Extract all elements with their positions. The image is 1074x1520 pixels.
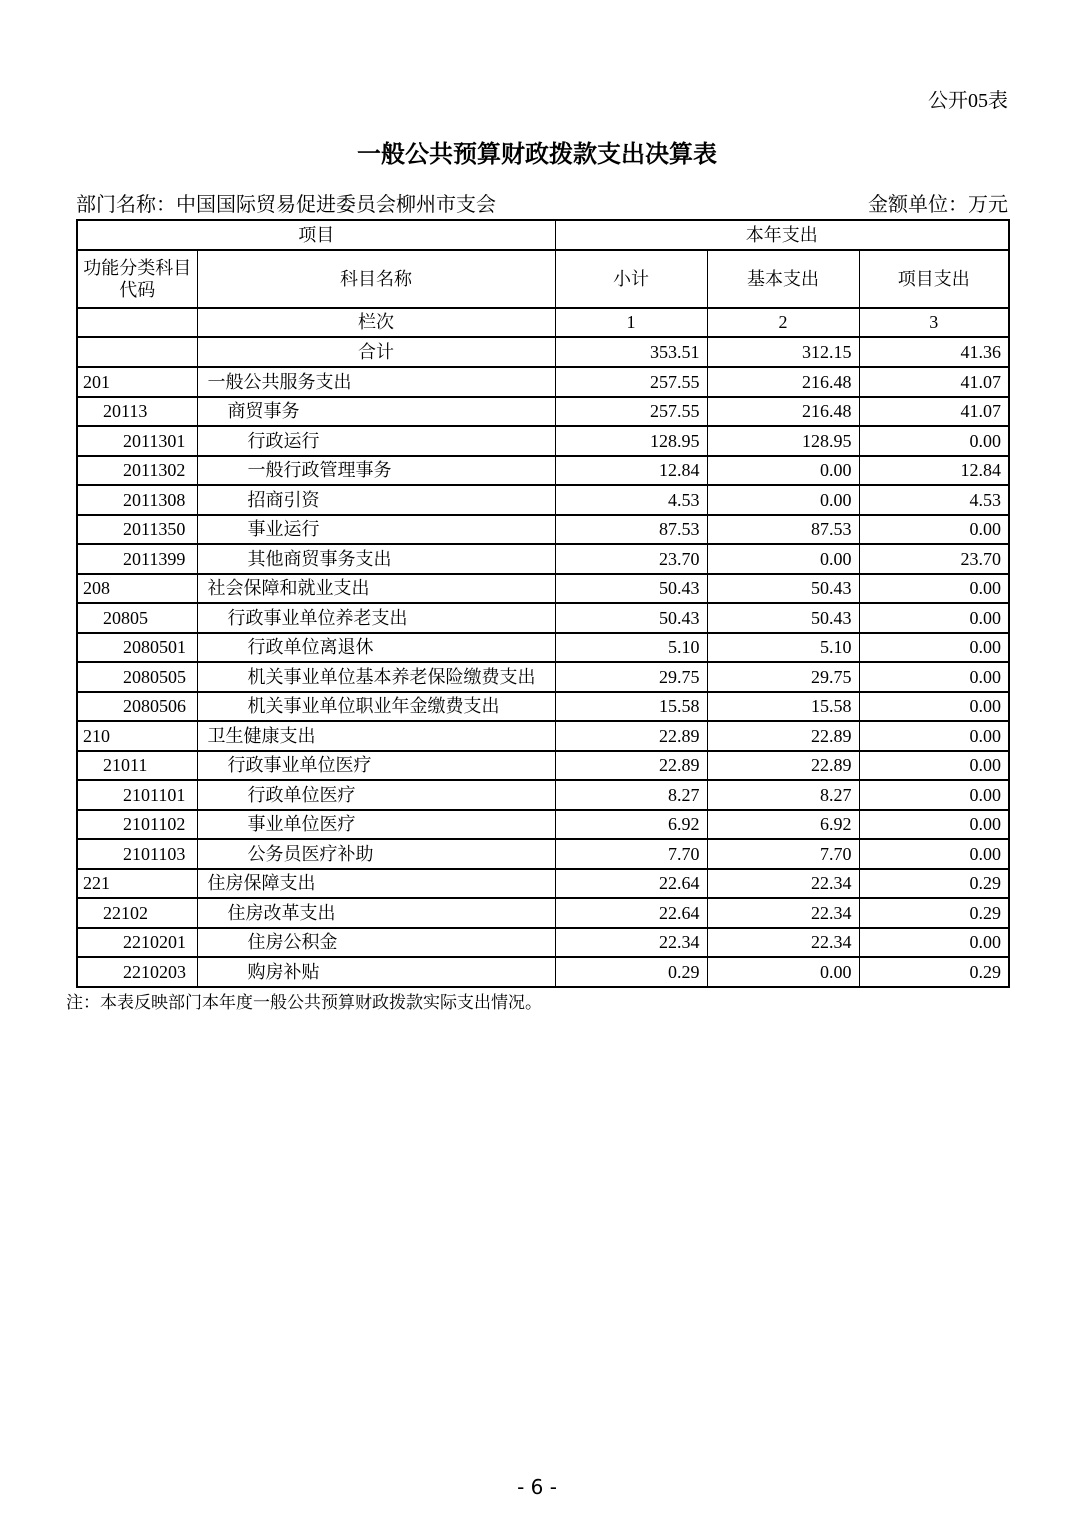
basic-cell: 312.15 [707, 337, 859, 367]
basic-cell: 50.43 [707, 603, 859, 633]
subtotal-cell: 15.58 [555, 692, 707, 722]
table-row [77, 426, 1009, 456]
table-row [77, 898, 1009, 928]
name-cell: 行政单位离退休 [197, 633, 555, 663]
subtotal-cell: 5.10 [555, 633, 707, 663]
project-cell: 0.00 [859, 633, 1009, 663]
project-cell: 4.53 [859, 485, 1009, 515]
meta-row [76, 188, 1008, 217]
table-row [77, 367, 1009, 397]
name-cell: 商贸事务 [197, 397, 555, 427]
subtotal-cell: 1 [555, 308, 707, 337]
table-row [77, 810, 1009, 840]
code-cell: 201 [77, 367, 197, 397]
project-cell: 41.07 [859, 397, 1009, 427]
name-cell: 住房改革支出 [197, 898, 555, 928]
project-cell: 0.00 [859, 692, 1009, 722]
subtotal-cell: 22.89 [555, 721, 707, 751]
subtotal-cell: 87.53 [555, 515, 707, 545]
project-cell: 3 [859, 308, 1009, 337]
name-cell: 机关事业单位职业年金缴费支出 [197, 692, 555, 722]
code-cell: 21011 [77, 751, 197, 781]
code-cell [77, 308, 197, 337]
name-cell: 住房保障支出 [197, 869, 555, 899]
basic-cell: 128.95 [707, 426, 859, 456]
project-cell: 0.00 [859, 574, 1009, 604]
name-cell: 行政运行 [197, 426, 555, 456]
basic-cell: 8.27 [707, 780, 859, 810]
basic-cell: 15.58 [707, 692, 859, 722]
name-cell: 一般行政管理事务 [197, 456, 555, 486]
basic-cell: 5.10 [707, 633, 859, 663]
basic-cell: 22.34 [707, 898, 859, 928]
code-cell: 2011301 [77, 426, 197, 456]
code-cell: 20805 [77, 603, 197, 633]
name-cell: 事业运行 [197, 515, 555, 545]
name-cell: 机关事业单位基本养老保险缴费支出 [197, 662, 555, 692]
project-cell: 0.00 [859, 839, 1009, 869]
project-cell: 0.00 [859, 515, 1009, 545]
doc-number-label: 公开05表 [928, 90, 1008, 112]
code-cell: 2011350 [77, 515, 197, 545]
basic-cell: 7.70 [707, 839, 859, 869]
page-number: - 6 - [517, 1475, 557, 1499]
subtotal-cell: 50.43 [555, 603, 707, 633]
code-cell: 210 [77, 721, 197, 751]
basic-cell: 0.00 [707, 957, 859, 987]
subtotal-cell: 257.55 [555, 397, 707, 427]
header-current-year-group: 本年支出 [555, 220, 1009, 250]
subtotal-cell: 22.64 [555, 869, 707, 899]
table-row [77, 692, 1009, 722]
name-cell: 行政单位医疗 [197, 780, 555, 810]
project-cell: 0.29 [859, 898, 1009, 928]
code-cell: 2101101 [77, 780, 197, 810]
name-cell: 住房公积金 [197, 928, 555, 958]
subtotal-cell: 4.53 [555, 485, 707, 515]
code-cell: 22102 [77, 898, 197, 928]
budget-table [76, 219, 1010, 988]
subtotal-cell: 12.84 [555, 456, 707, 486]
subtotal-cell: 7.70 [555, 839, 707, 869]
basic-cell: 87.53 [707, 515, 859, 545]
page-title: 一般公共预算财政拨款支出决算表 [357, 142, 717, 168]
code-cell: 2080501 [77, 633, 197, 663]
subtotal-cell: 8.27 [555, 780, 707, 810]
code-cell: 221 [77, 869, 197, 899]
name-cell: 一般公共服务支出 [197, 367, 555, 397]
header-basic-expenditure: 基本支出 [707, 250, 859, 308]
basic-cell: 50.43 [707, 574, 859, 604]
subtotal-cell: 128.95 [555, 426, 707, 456]
name-cell: 招商引资 [197, 485, 555, 515]
project-cell: 0.00 [859, 810, 1009, 840]
name-cell: 栏次 [197, 308, 555, 337]
name-cell: 合计 [197, 337, 555, 367]
subtotal-cell: 22.34 [555, 928, 707, 958]
table-row [77, 515, 1009, 545]
subtotal-cell: 22.89 [555, 751, 707, 781]
name-cell: 行政事业单位医疗 [197, 751, 555, 781]
column-index-row [77, 308, 1009, 337]
code-cell: 2080506 [77, 692, 197, 722]
table-row [77, 662, 1009, 692]
basic-cell: 0.00 [707, 485, 859, 515]
header-code: 功能分类科目代码 [77, 250, 197, 308]
department-name-label: 部门名称：中国国际贸易促进委员会柳州市支会 [76, 194, 496, 216]
basic-cell: 22.89 [707, 721, 859, 751]
project-cell: 12.84 [859, 456, 1009, 486]
table-row [77, 603, 1009, 633]
header-row [77, 250, 1009, 308]
code-cell: 20113 [77, 397, 197, 427]
basic-cell: 22.89 [707, 751, 859, 781]
table-row [77, 957, 1009, 987]
code-cell: 208 [77, 574, 197, 604]
table-row [77, 456, 1009, 486]
table-row [77, 721, 1009, 751]
code-cell: 2011399 [77, 544, 197, 574]
project-cell: 0.29 [859, 957, 1009, 987]
name-cell: 事业单位医疗 [197, 810, 555, 840]
project-cell: 0.00 [859, 721, 1009, 751]
header-subtotal: 小计 [555, 250, 707, 308]
name-cell: 公务员医疗补助 [197, 839, 555, 869]
table-row [77, 633, 1009, 663]
subtotal-cell: 23.70 [555, 544, 707, 574]
project-cell: 0.00 [859, 780, 1009, 810]
subtotal-cell: 50.43 [555, 574, 707, 604]
name-cell: 行政事业单位养老支出 [197, 603, 555, 633]
subtotal-cell: 0.29 [555, 957, 707, 987]
table-row [77, 928, 1009, 958]
code-cell: 2210203 [77, 957, 197, 987]
header-subject-name: 科目名称 [197, 250, 555, 308]
subtotal-cell: 29.75 [555, 662, 707, 692]
code-cell [77, 337, 197, 367]
project-cell: 0.00 [859, 662, 1009, 692]
name-cell: 卫生健康支出 [197, 721, 555, 751]
table-row [77, 397, 1009, 427]
code-cell: 2080505 [77, 662, 197, 692]
table-row [77, 869, 1009, 899]
total-row [77, 337, 1009, 367]
basic-cell: 216.48 [707, 367, 859, 397]
project-cell: 23.70 [859, 544, 1009, 574]
table-row [77, 751, 1009, 781]
project-cell: 0.00 [859, 426, 1009, 456]
subtotal-cell: 22.64 [555, 898, 707, 928]
name-cell: 其他商贸事务支出 [197, 544, 555, 574]
table-row [77, 780, 1009, 810]
code-cell: 2210201 [77, 928, 197, 958]
table-note: 注：本表反映部门本年度一般公共预算财政拨款实际支出情况。 [66, 993, 542, 1012]
table-row [77, 839, 1009, 869]
basic-cell: 22.34 [707, 869, 859, 899]
name-cell: 社会保障和就业支出 [197, 574, 555, 604]
project-cell: 41.36 [859, 337, 1009, 367]
basic-cell: 29.75 [707, 662, 859, 692]
amount-unit-label: 金额单位：万元 [868, 194, 1008, 216]
project-cell: 0.00 [859, 751, 1009, 781]
name-cell: 购房补贴 [197, 957, 555, 987]
subtotal-cell: 6.92 [555, 810, 707, 840]
header-project-expenditure: 项目支出 [859, 250, 1009, 308]
table-row [77, 485, 1009, 515]
basic-cell: 0.00 [707, 544, 859, 574]
code-cell: 2101103 [77, 839, 197, 869]
code-cell: 2011302 [77, 456, 197, 486]
project-cell: 0.29 [859, 869, 1009, 899]
basic-cell: 2 [707, 308, 859, 337]
subtotal-cell: 353.51 [555, 337, 707, 367]
basic-cell: 0.00 [707, 456, 859, 486]
code-cell: 2101102 [77, 810, 197, 840]
header-group-row [77, 220, 1009, 250]
table-row [77, 574, 1009, 604]
basic-cell: 216.48 [707, 397, 859, 427]
project-cell: 41.07 [859, 367, 1009, 397]
header-project-group: 项目 [77, 220, 555, 250]
basic-cell: 22.34 [707, 928, 859, 958]
subtotal-cell: 257.55 [555, 367, 707, 397]
table-row [77, 544, 1009, 574]
basic-cell: 6.92 [707, 810, 859, 840]
code-cell: 2011308 [77, 485, 197, 515]
project-cell: 0.00 [859, 603, 1009, 633]
project-cell: 0.00 [859, 928, 1009, 958]
